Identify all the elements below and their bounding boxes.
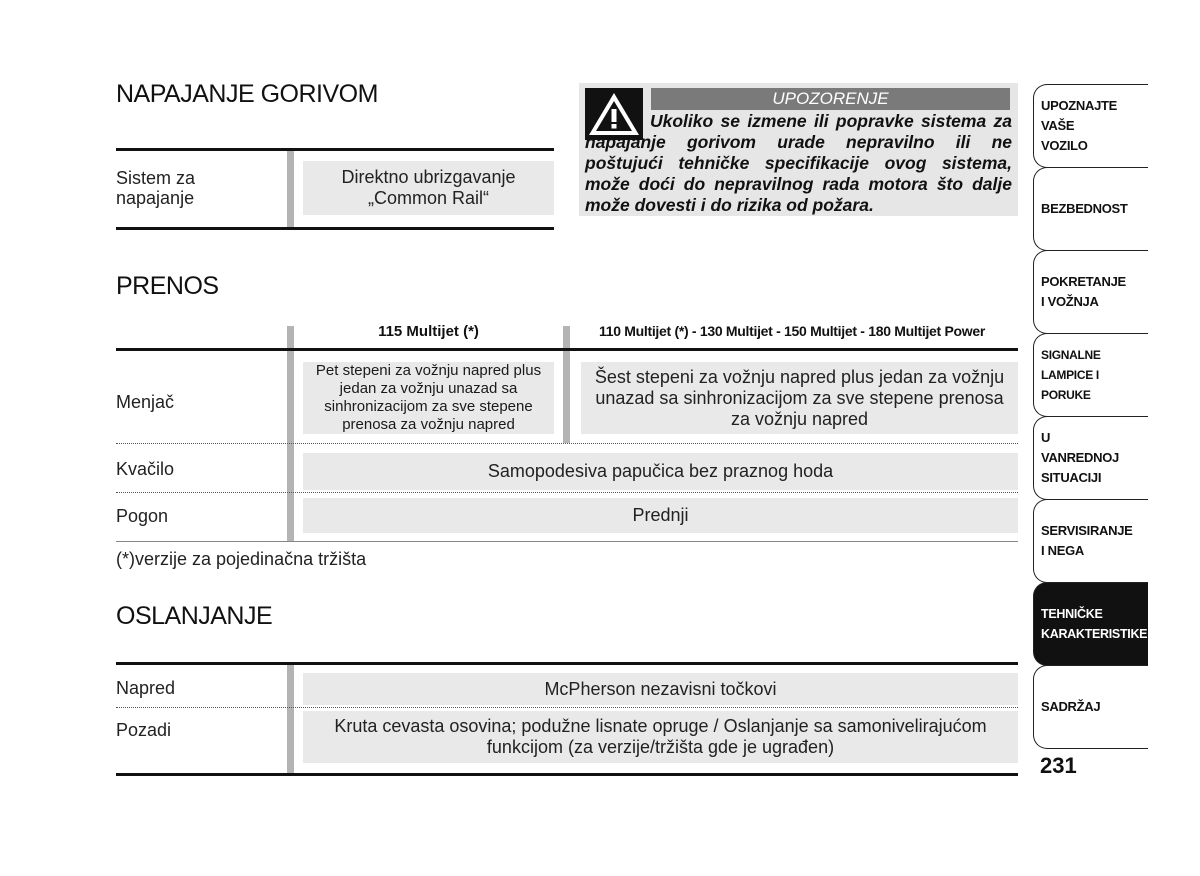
gearbox-5speed-text: Pet stepeni za vožnju napred plus jedan za vožnju unazad sa sinhronizacijom za sve stepene prenosa za vožnju napred <box>315 362 542 433</box>
tab-upoznajte-vase-vozilo[interactable] <box>1033 84 1148 168</box>
tab-label: SADRŽAJ <box>1041 699 1101 714</box>
footnote: (*)verzije za pojedinačna tržišta <box>116 549 367 569</box>
table-top-rule <box>116 662 1018 665</box>
row-value-clutch <box>303 453 1018 490</box>
row-label-front: Napred <box>116 678 176 698</box>
tab-label: SIGNALNE LAMPICE I PORUKE <box>1041 348 1101 402</box>
tab-signalne-lampice[interactable] <box>1033 333 1148 417</box>
column-divider <box>563 326 570 443</box>
table-top-rule <box>116 348 1018 351</box>
section-heading-suspension: OSLANJANJE <box>116 602 273 630</box>
table-bottom-rule <box>116 773 1018 776</box>
tab-label: BEZBEDNOST <box>1041 201 1128 216</box>
table-divider <box>287 151 294 227</box>
tab-servisiranje-i-nega[interactable] <box>1033 499 1148 583</box>
table-bottom-rule <box>116 227 554 230</box>
warning-text: Ukoliko se izmene ili popravke sistema za napajanje gorivom urade nepravilno ili ne poštujući tehničke specifikacije ovog sistema, može doći do nepravilnog rada motora što dalje može dovesti i do rizika od požara. <box>585 111 1012 215</box>
row-value-gearbox-6speed <box>581 362 1018 434</box>
front-suspension-text: McPherson nezavisni točkovi <box>544 678 777 699</box>
rear-suspension-text: Kruta cevasta osovina; podužne lisnate opruge / Oslanjanje sa samonivelirajućom funkcijom (za verzije/tržišta gde je ugrađen) <box>334 716 987 757</box>
tab-label: UPOZNAJTE VAŠE VOZILO <box>1041 98 1118 153</box>
row-value-fuel-system <box>303 161 554 215</box>
section-heading-transmission: PRENOS <box>116 272 219 300</box>
row-separator <box>116 443 1018 444</box>
tab-sadrzaj[interactable] <box>1033 665 1148 749</box>
tab-label: TEHNIČKE KARAKTERISTIKE <box>1041 607 1148 641</box>
tab-bezbednost[interactable] <box>1033 167 1148 251</box>
row-value-front <box>303 673 1018 705</box>
clutch-text: Samopodesiva papučica bez praznog hoda <box>487 461 834 481</box>
tab-label: U VANREDNOJ SITUACIJI <box>1041 430 1119 485</box>
tab-label: POKRETANJE I VOŽNJA <box>1041 274 1126 309</box>
drive-text: Prednji <box>632 505 689 525</box>
row-label-fuel-system: Sistem za napajanje <box>116 168 196 208</box>
table-top-rule <box>116 148 554 151</box>
row-separator <box>116 707 1018 708</box>
table-bottom-rule <box>116 541 1018 542</box>
row-label-gearbox: Menjač <box>116 392 175 412</box>
fuel-system-value-text: Direktno ubrizgavanje „Common Rail“ <box>341 167 516 208</box>
page-number: 231 <box>1040 753 1077 778</box>
tab-tehnicke-karakteristike[interactable] <box>1033 582 1148 666</box>
row-separator <box>116 492 1018 493</box>
tab-label: SERVISIRANJE I NEGA <box>1041 523 1133 558</box>
column-header-115: 115 Multijet (*) <box>378 323 479 340</box>
row-label-drive: Pogon <box>116 506 169 526</box>
warning-box <box>579 83 1018 216</box>
row-label-rear: Pozadi <box>116 720 172 740</box>
tab-u-vanrednoj-situaciji[interactable] <box>1033 416 1148 500</box>
row-value-gearbox-5speed <box>303 362 554 434</box>
tab-pokretanje-i-voznja[interactable] <box>1033 250 1148 334</box>
row-label-clutch: Kvačilo <box>116 459 175 479</box>
warning-title: UPOZORENJE <box>651 88 1010 110</box>
gearbox-6speed-text: Šest stepeni za vožnju napred plus jedan za vožnju unazad sa sinhronizacijom za sve stepene prenosa za vožnju napred <box>594 366 1005 429</box>
table-divider <box>287 665 294 773</box>
row-value-drive <box>303 498 1018 533</box>
section-heading-fuel: NAPAJANJE GORIVOM <box>116 80 378 108</box>
column-header-110-180: 110 Multijet (*) - 130 Multijet - 150 Multijet - 180 Multijet Power <box>599 323 985 339</box>
row-value-rear <box>303 711 1018 763</box>
table-divider <box>287 326 294 542</box>
